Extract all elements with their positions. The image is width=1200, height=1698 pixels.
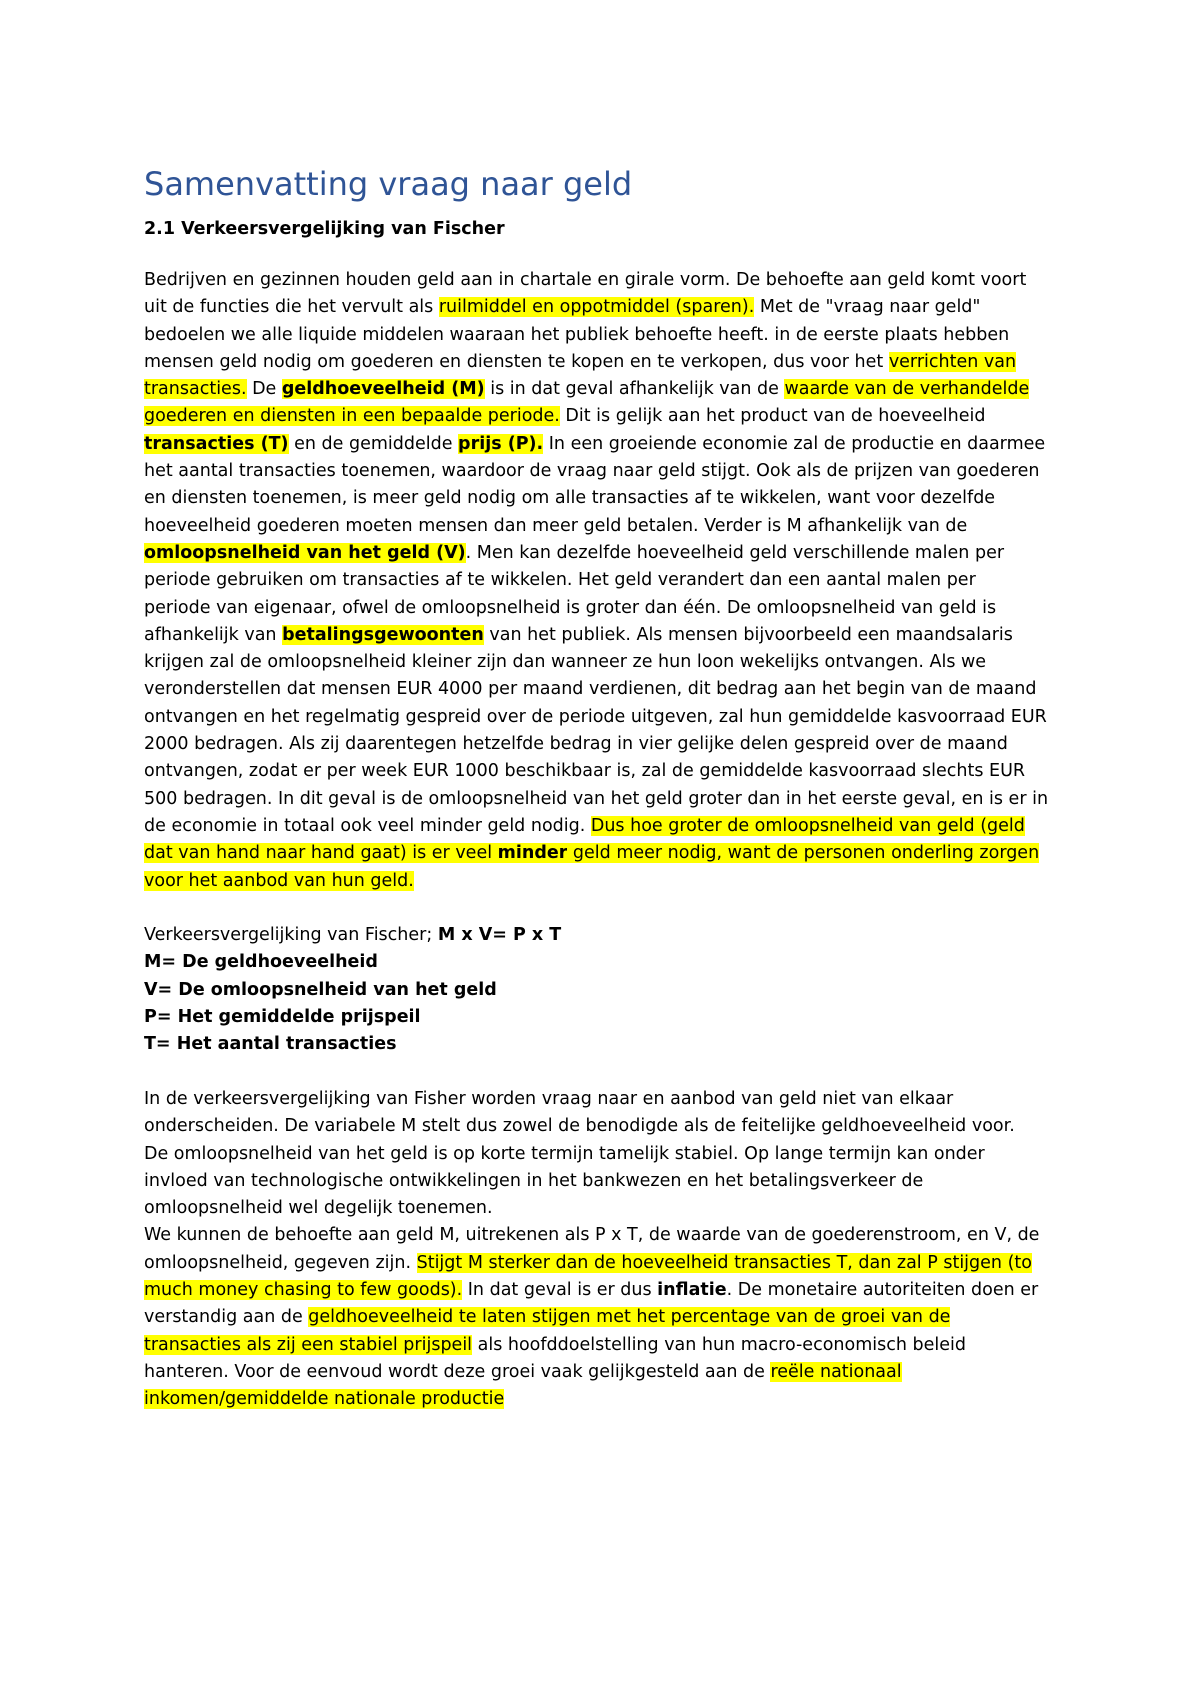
highlighted-text: Stijgt M sterker dan de hoeveelheid transacties T, dan zal P stijgen (to: [416, 1252, 1032, 1273]
text-run: afhankelijk van: [144, 624, 283, 645]
text-run: de economie in totaal ook veel minder geld nodig.: [144, 815, 591, 836]
text-line: [144, 1141, 1074, 1168]
highlighted-text: voor het aanbod van hun geld.: [144, 870, 414, 891]
text-run: 500 bedragen. In dit geval is de omloopsnelheid van het geld groter dan in het eerste geval, en is er in: [144, 788, 1049, 809]
text-run: omloopsnelheid, gegeven zijn.: [144, 1252, 417, 1273]
text-line: [144, 1359, 1074, 1386]
highlighted-text: minder: [497, 843, 568, 864]
text-run: Verkeersvergelijking van Fischer;: [144, 925, 438, 946]
text-line: [144, 567, 1074, 594]
text-line: [144, 540, 1074, 567]
text-run: onderscheiden. De variabele M stelt dus zowel de benodigde als de feitelijke geldhoeveelheid voor.: [144, 1116, 1015, 1137]
text-run: is in dat geval afhankelijk van de: [484, 379, 785, 400]
text-run: periode gebruiken om transacties af te wikkelen. Het geld verandert dan een aantal malen per: [144, 570, 976, 591]
highlighted-text: transacties.: [144, 379, 247, 400]
text-run: en diensten toenemen, is meer geld nodig om alle transacties af te wikkelen, want voor dezelfde: [144, 488, 996, 509]
text-line: [144, 949, 1074, 976]
text-run: ontvangen en het regelmatig gespreid over de periode uitgeven, zal hun gemiddelde kasvoorraad EUR: [144, 706, 1047, 727]
highlighted-text: waarde van de verhandelde: [784, 379, 1030, 400]
text-line: [144, 1277, 1074, 1304]
paragraph-2: [144, 1086, 1074, 1414]
text-run: omloopsnelheid wel degelijk toenemen.: [144, 1198, 493, 1219]
bold-text: T= Het aantal transacties: [144, 1034, 397, 1055]
text-run: krijgen zal de omloopsnelheid kleiner zijn dan wanneer ze hun loon wekelijks ontvangen. Als we: [144, 652, 987, 673]
text-line: [144, 1304, 1074, 1331]
text-run: en de gemiddelde: [288, 433, 459, 454]
blank-line: [144, 895, 1074, 922]
formula-block: [144, 922, 1074, 1058]
text-run: . De monetaire autoriteiten doen er: [726, 1279, 1039, 1300]
text-line: [144, 868, 1074, 895]
highlighted-text: geldhoeveelheid (M): [281, 379, 485, 400]
section-heading: 2.1 Verkeersvergelijking van Fischer: [144, 219, 505, 239]
text-line: [144, 294, 1074, 321]
text-run: mensen geld nodig om goederen en diensten te kopen en te verkopen, dus voor het: [144, 351, 889, 372]
text-run: . Men kan dezelfde hoeveelheid geld verschillende malen per: [465, 542, 1005, 563]
text-run: De: [246, 379, 282, 400]
text-line: [144, 513, 1074, 540]
blank-line: [144, 1059, 1074, 1086]
highlighted-text: omloopsnelheid van het geld (V): [144, 542, 466, 563]
text-line: [144, 1113, 1074, 1140]
text-line: [144, 322, 1074, 349]
text-run: 2000 bedragen. Als zij daarentegen hetzelfde bedrag in vier gelijke delen gespreid over de maand: [144, 734, 1008, 755]
text-line: [144, 840, 1074, 867]
text-line: [144, 1195, 1074, 1222]
text-run: ontvangen, zodat er per week EUR 1000 beschikbaar is, zal de gemiddelde kasvoorraad slechts EUR: [144, 761, 1026, 782]
text-line: [144, 676, 1074, 703]
text-run: uit de functies die het vervult als: [144, 297, 439, 318]
bold-text: M= De geldhoeveelheid: [144, 952, 378, 973]
text-line: [144, 1004, 1074, 1031]
highlighted-text: dat van hand naar hand gaat) is er veel: [144, 843, 498, 864]
highlighted-text: prijs (P).: [458, 433, 544, 454]
bold-text: V= De omloopsnelheid van het geld: [144, 979, 497, 1000]
highlighted-text: goederen en diensten in een bepaalde periode.: [144, 406, 560, 427]
text-line: [144, 1386, 1074, 1413]
document-title: Samenvatting vraag naar geld: [144, 165, 633, 203]
text-line: [144, 731, 1074, 758]
text-run: In de verkeersvergelijking van Fisher worden vraag naar en aanbod van geld niet van elkaar: [144, 1088, 954, 1109]
text-line: [144, 622, 1074, 649]
text-line: [144, 649, 1074, 676]
highlighted-text: inkomen/gemiddelde nationale productie: [144, 1389, 505, 1410]
text-run: We kunnen de behoefte aan geld M, uitrekenen als P x T, de waarde van de goederenstroom, en V, de: [144, 1225, 1040, 1246]
highlighted-text: reële nationaal: [770, 1361, 902, 1382]
highlighted-text: transacties als zij een stabiel prijspeil: [144, 1334, 473, 1355]
highlighted-text: transacties (T): [144, 433, 289, 454]
text-run: bedoelen we alle liquide middelen waaraan het publiek behoefte heeft. in de eerste plaats hebben: [144, 324, 1010, 345]
text-run: hoeveelheid goederen moeten mensen dan meer geld betalen. Verder is M afhankelijk van de: [144, 515, 968, 536]
text-line: [144, 349, 1074, 376]
text-line: [144, 977, 1074, 1004]
bold-text: inflatie: [657, 1279, 727, 1300]
text-line: [144, 1086, 1074, 1113]
highlighted-text: betalingsgewoonten: [282, 624, 484, 645]
text-run: periode van eigenaar, ofwel de omloopsnelheid is groter dan één. De omloopsnelheid van geld is: [144, 597, 997, 618]
text-line: [144, 458, 1074, 485]
text-run: het aantal transacties toenemen, waardoor de vraag naar geld stijgt. Ook als de prijzen van goederen: [144, 461, 1040, 482]
text-run: De omloopsnelheid van het geld is op korte termijn tamelijk stabiel. Op lange termijn kan onder: [144, 1143, 985, 1164]
text-run: van het publiek. Als mensen bijvoorbeeld een maandsalaris: [483, 624, 1013, 645]
highlighted-text: ruilmiddel en oppotmiddel (sparen).: [438, 297, 755, 318]
highlighted-text: geld meer nodig, want de personen onderling zorgen: [567, 843, 1040, 864]
text-run: Dit is gelijk aan het product van de hoeveelheid: [559, 406, 986, 427]
text-run: In dat geval is er dus: [462, 1279, 658, 1300]
highlighted-text: Dus hoe groter de omloopsnelheid van geld (geld: [590, 815, 1025, 836]
text-line: [144, 922, 1074, 949]
text-run: als hoofddoelstelling van hun macro-economisch beleid: [472, 1334, 966, 1355]
text-run: Bedrijven en gezinnen houden geld aan in chartale en girale vorm. De behoefte aan geld komt voort: [144, 270, 1027, 290]
text-line: [144, 1031, 1074, 1058]
text-run: invloed van technologische ontwikkelingen in het bankwezen en het betalingsverkeer de: [144, 1170, 924, 1191]
text-run: hanteren. Voor de eenvoud wordt deze groei vaak gelijkgesteld aan de: [144, 1361, 771, 1382]
text-line: [144, 813, 1074, 840]
text-line: [144, 1168, 1074, 1195]
text-line: [144, 376, 1074, 403]
text-line: [144, 1332, 1074, 1359]
text-run: In een groeiende economie zal de productie en daarmee: [543, 433, 1046, 454]
text-run: veronderstellen dat mensen EUR 4000 per maand verdienen, dit bedrag aan het begin van de maand: [144, 679, 1037, 700]
text-line: [144, 1222, 1074, 1249]
text-line: [144, 1250, 1074, 1277]
bold-text: P= Het gemiddelde prijspeil: [144, 1007, 421, 1028]
bold-text: M x V= P x T: [437, 925, 562, 946]
text-line: [144, 758, 1074, 785]
text-line: [144, 786, 1074, 813]
text-line: [144, 704, 1074, 731]
text-line: [144, 403, 1074, 430]
paragraph-1: [144, 267, 1074, 895]
highlighted-text: much money chasing to few goods).: [144, 1279, 463, 1300]
text-line: [144, 267, 1074, 294]
text-line: [144, 485, 1074, 512]
text-run: Met de "vraag naar geld": [754, 297, 981, 318]
document-body: [144, 164, 1074, 1413]
highlighted-text: verrichten van: [888, 351, 1017, 372]
text-run: verstandig aan de: [144, 1307, 309, 1328]
highlighted-text: geldhoeveelheid te laten stijgen met het percentage van de groei van de: [308, 1307, 951, 1328]
text-line: [144, 595, 1074, 622]
text-line: [144, 431, 1074, 458]
